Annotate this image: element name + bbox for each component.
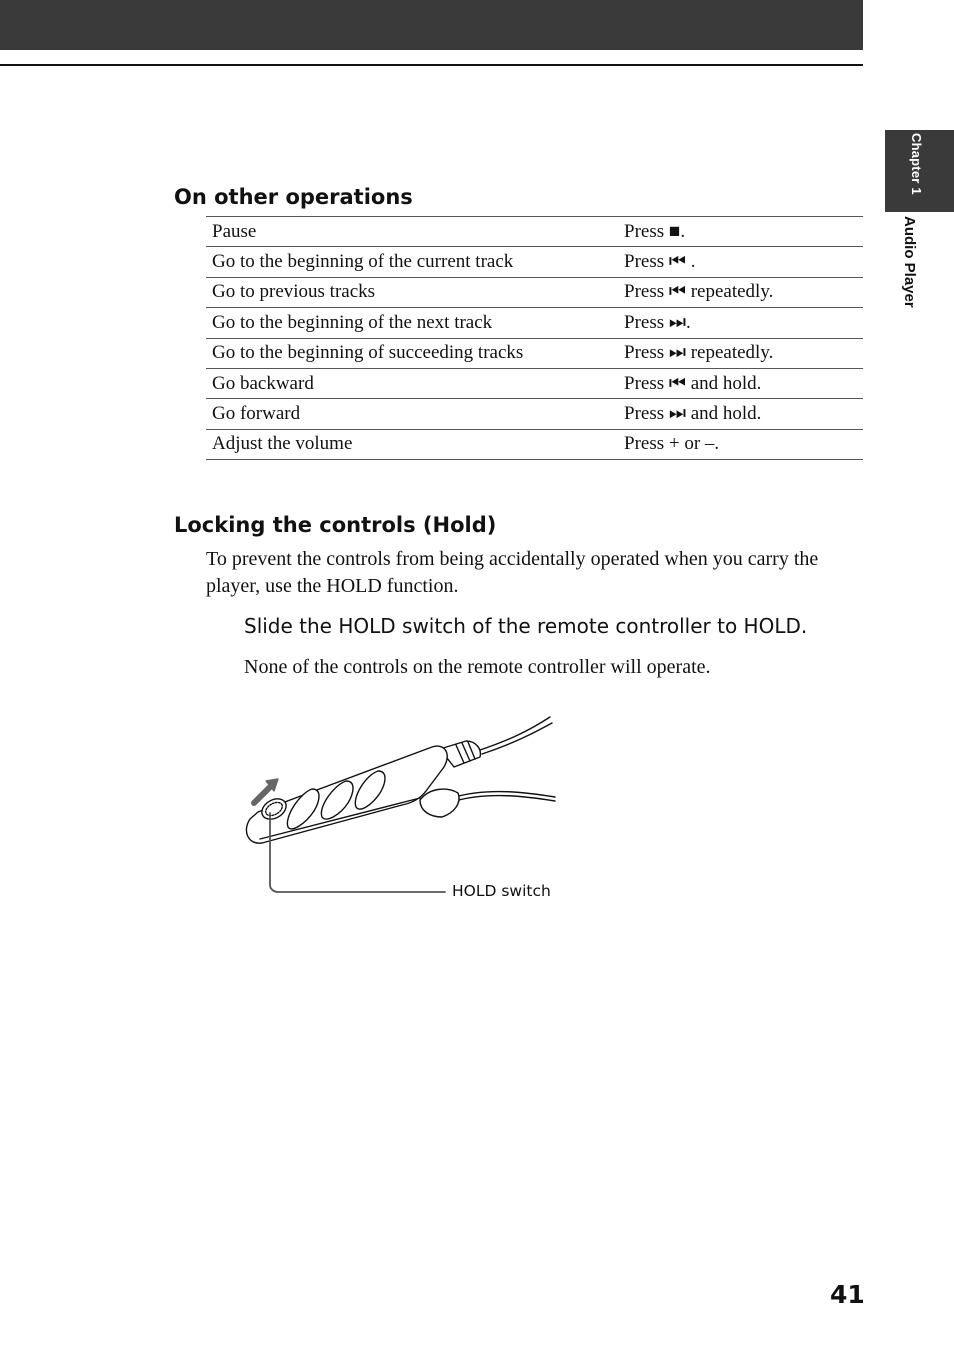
instruction-cell: Press + or –. [618,429,863,459]
section-tab-label: Audio Player [901,216,918,308]
action-cell: Go forward [206,399,618,429]
instruction-cell: Press ⏭ repeatedly. [618,338,863,368]
hold-heading: Locking the controls (Hold) [174,513,497,537]
table-row [206,217,863,247]
hold-result: None of the controls on the remote controller will operate. [244,656,711,678]
action-cell: Pause [206,217,618,247]
hold-switch-label: HOLD switch [452,882,551,900]
action-cell: Go backward [206,368,618,398]
cord-line [482,723,552,754]
header-bar [0,0,863,50]
instruction-cell: Press ⏭ and hold. [618,399,863,429]
cord-line [480,717,550,750]
table-row [206,368,863,398]
table-row [206,338,863,368]
instruction-cell: Press ■. [618,217,863,247]
instruction-cell: Press ⏮ and hold. [618,368,863,398]
table-row [206,277,863,307]
instruction-cell: Press ⏭. [618,308,863,338]
action-cell: Go to the beginning of succeeding tracks [206,338,618,368]
operations-heading: On other operations [174,185,413,209]
action-cell: Go to the beginning of the current track [206,247,618,277]
instruction-cell: Press ⏮ . [618,247,863,277]
chapter-tab-label: Chapter 1 [909,133,924,195]
hold-step: Slide the HOLD switch of the remote controller to HOLD. [244,614,808,638]
hold-intro: To prevent the controls from being accidentally operated when you carry the player, use the HOLD function. [206,548,819,597]
action-cell: Adjust the volume [206,429,618,459]
page-number: 41 [830,1280,865,1309]
plug-shape [420,789,459,817]
cord-line [455,796,555,801]
action-cell: Go to the beginning of the next track [206,308,618,338]
table-row [206,247,863,277]
action-cell: Go to previous tracks [206,277,618,307]
operations-table [206,216,863,460]
instruction-cell: Press ⏮ repeatedly. [618,277,863,307]
table-row [206,429,863,459]
table-row [206,308,863,338]
table-row [206,399,863,429]
header-rule [0,64,863,66]
